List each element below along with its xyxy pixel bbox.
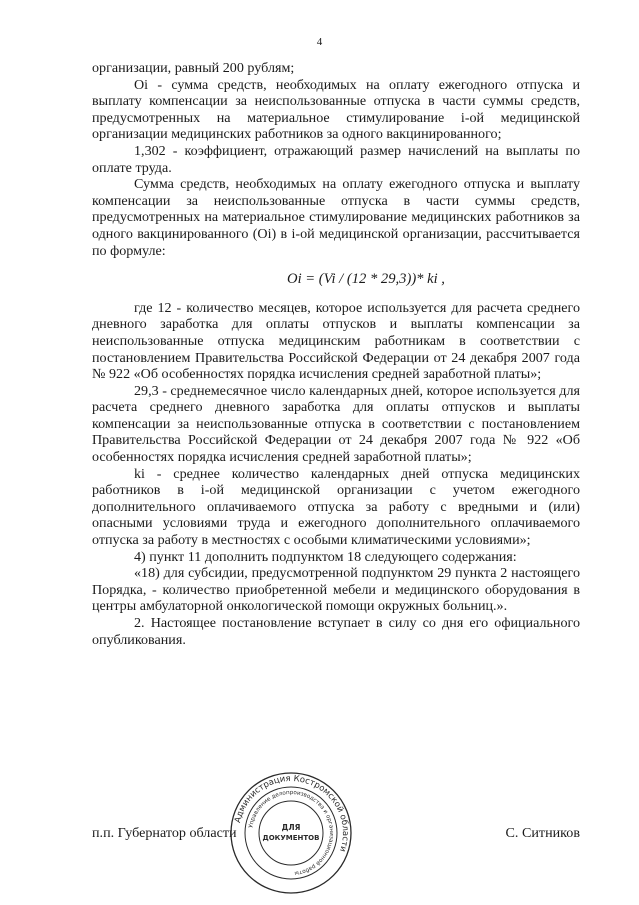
stamp-inner-text: Управление делопроизводства и организационной работы [248, 789, 335, 876]
paragraph-ki-definition: ki - среднее количество календарных дней отпуска медицинских работников в i-ой медицинской организации с учетом ежегодного дополнительного оплачиваемого отпуска за работу с вредными и (или) опасными условиями труда и ежегодного дополнительного оплачиваемого отпуска за работу в местностях с особыми климатическими условиями»; [92, 465, 580, 549]
page-number: 4 [316, 36, 323, 48]
paragraph-days-definition: 29,3 - среднемесячное число календарных дней, которое используется для расчета среднего дневного заработка для оплаты отпусков и выплаты компенсации за неиспользованные отпуска в соответствии с постановлением Правительства Российской Федерации от 24 декабря 2007 года № 922 «Об особенностях порядка исчисления средней заработной платы»; [92, 382, 580, 466]
stamp-inner-ring [259, 801, 323, 865]
stamp-center-line2: ДОКУМЕНТОВ [262, 834, 320, 842]
paragraph-months-definition: где 12 - количество месяцев, которое используется для расчета среднего дневного заработка для оплаты отпусков и выплаты компенсации за неиспользованные отпуска медицинским работникам в соответствии с постановлением Правительства Российской Федерации от 24 декабря 2007 года № 922 «Об особенностях порядка исчисления средней заработной платы»; [92, 299, 580, 383]
document-body [92, 60, 580, 648]
paragraph-formula-intro: Сумма средств, необходимых на оплату ежегодного отпуска и выплату компенсации за неиспользованные отпуска в части суммы средств, предусмотренных на материальное стимулирование медицинских работников за одного вакцинированного (Oi) в i-ой медицинской организации, рассчитывается по формуле: [92, 176, 580, 259]
paragraph-continuation: организации, равный 200 рублям; [92, 60, 295, 76]
official-stamp [228, 770, 354, 896]
stamp-outer-text: Администрация Костромской области [233, 773, 351, 854]
paragraph-subitem-18: «18) для субсидии, предусмотренной подпунктом 29 пункта 2 настоящего Порядка, - количество приобретенной мебели и медицинского оборудования в центры амбулаторной онкологической помощи окружных больниц.». [92, 565, 580, 615]
paragraph-coefficient: 1,302 - коэффициент, отражающий размер начислений на выплаты по оплате труда. [92, 142, 580, 176]
paragraph-effective-date: 2. Настоящее постановление вступает в силу со дня его официального опубликования. [92, 615, 580, 648]
paragraph-item-4: 4) пункт 11 дополнить подпунктом 18 следующего содержания: [134, 548, 517, 565]
signatory-name: С. Ситников [505, 825, 580, 841]
formula: Oi = (Vi / (12 * 29,3))* ki , [287, 271, 445, 288]
paragraph-oi-definition: Oi - сумма средств, необходимых на оплату ежегодного отпуска и выплату компенсации за неиспользованные отпуска в части суммы средств, предусмотренных на материальное стимулирование i-ой медицинской организации медицинских работников за одного вакцинированного; [92, 76, 580, 143]
stamp-center-line1: ДЛЯ [281, 823, 301, 832]
signatory-title: п.п. Губернатор области [92, 825, 237, 841]
